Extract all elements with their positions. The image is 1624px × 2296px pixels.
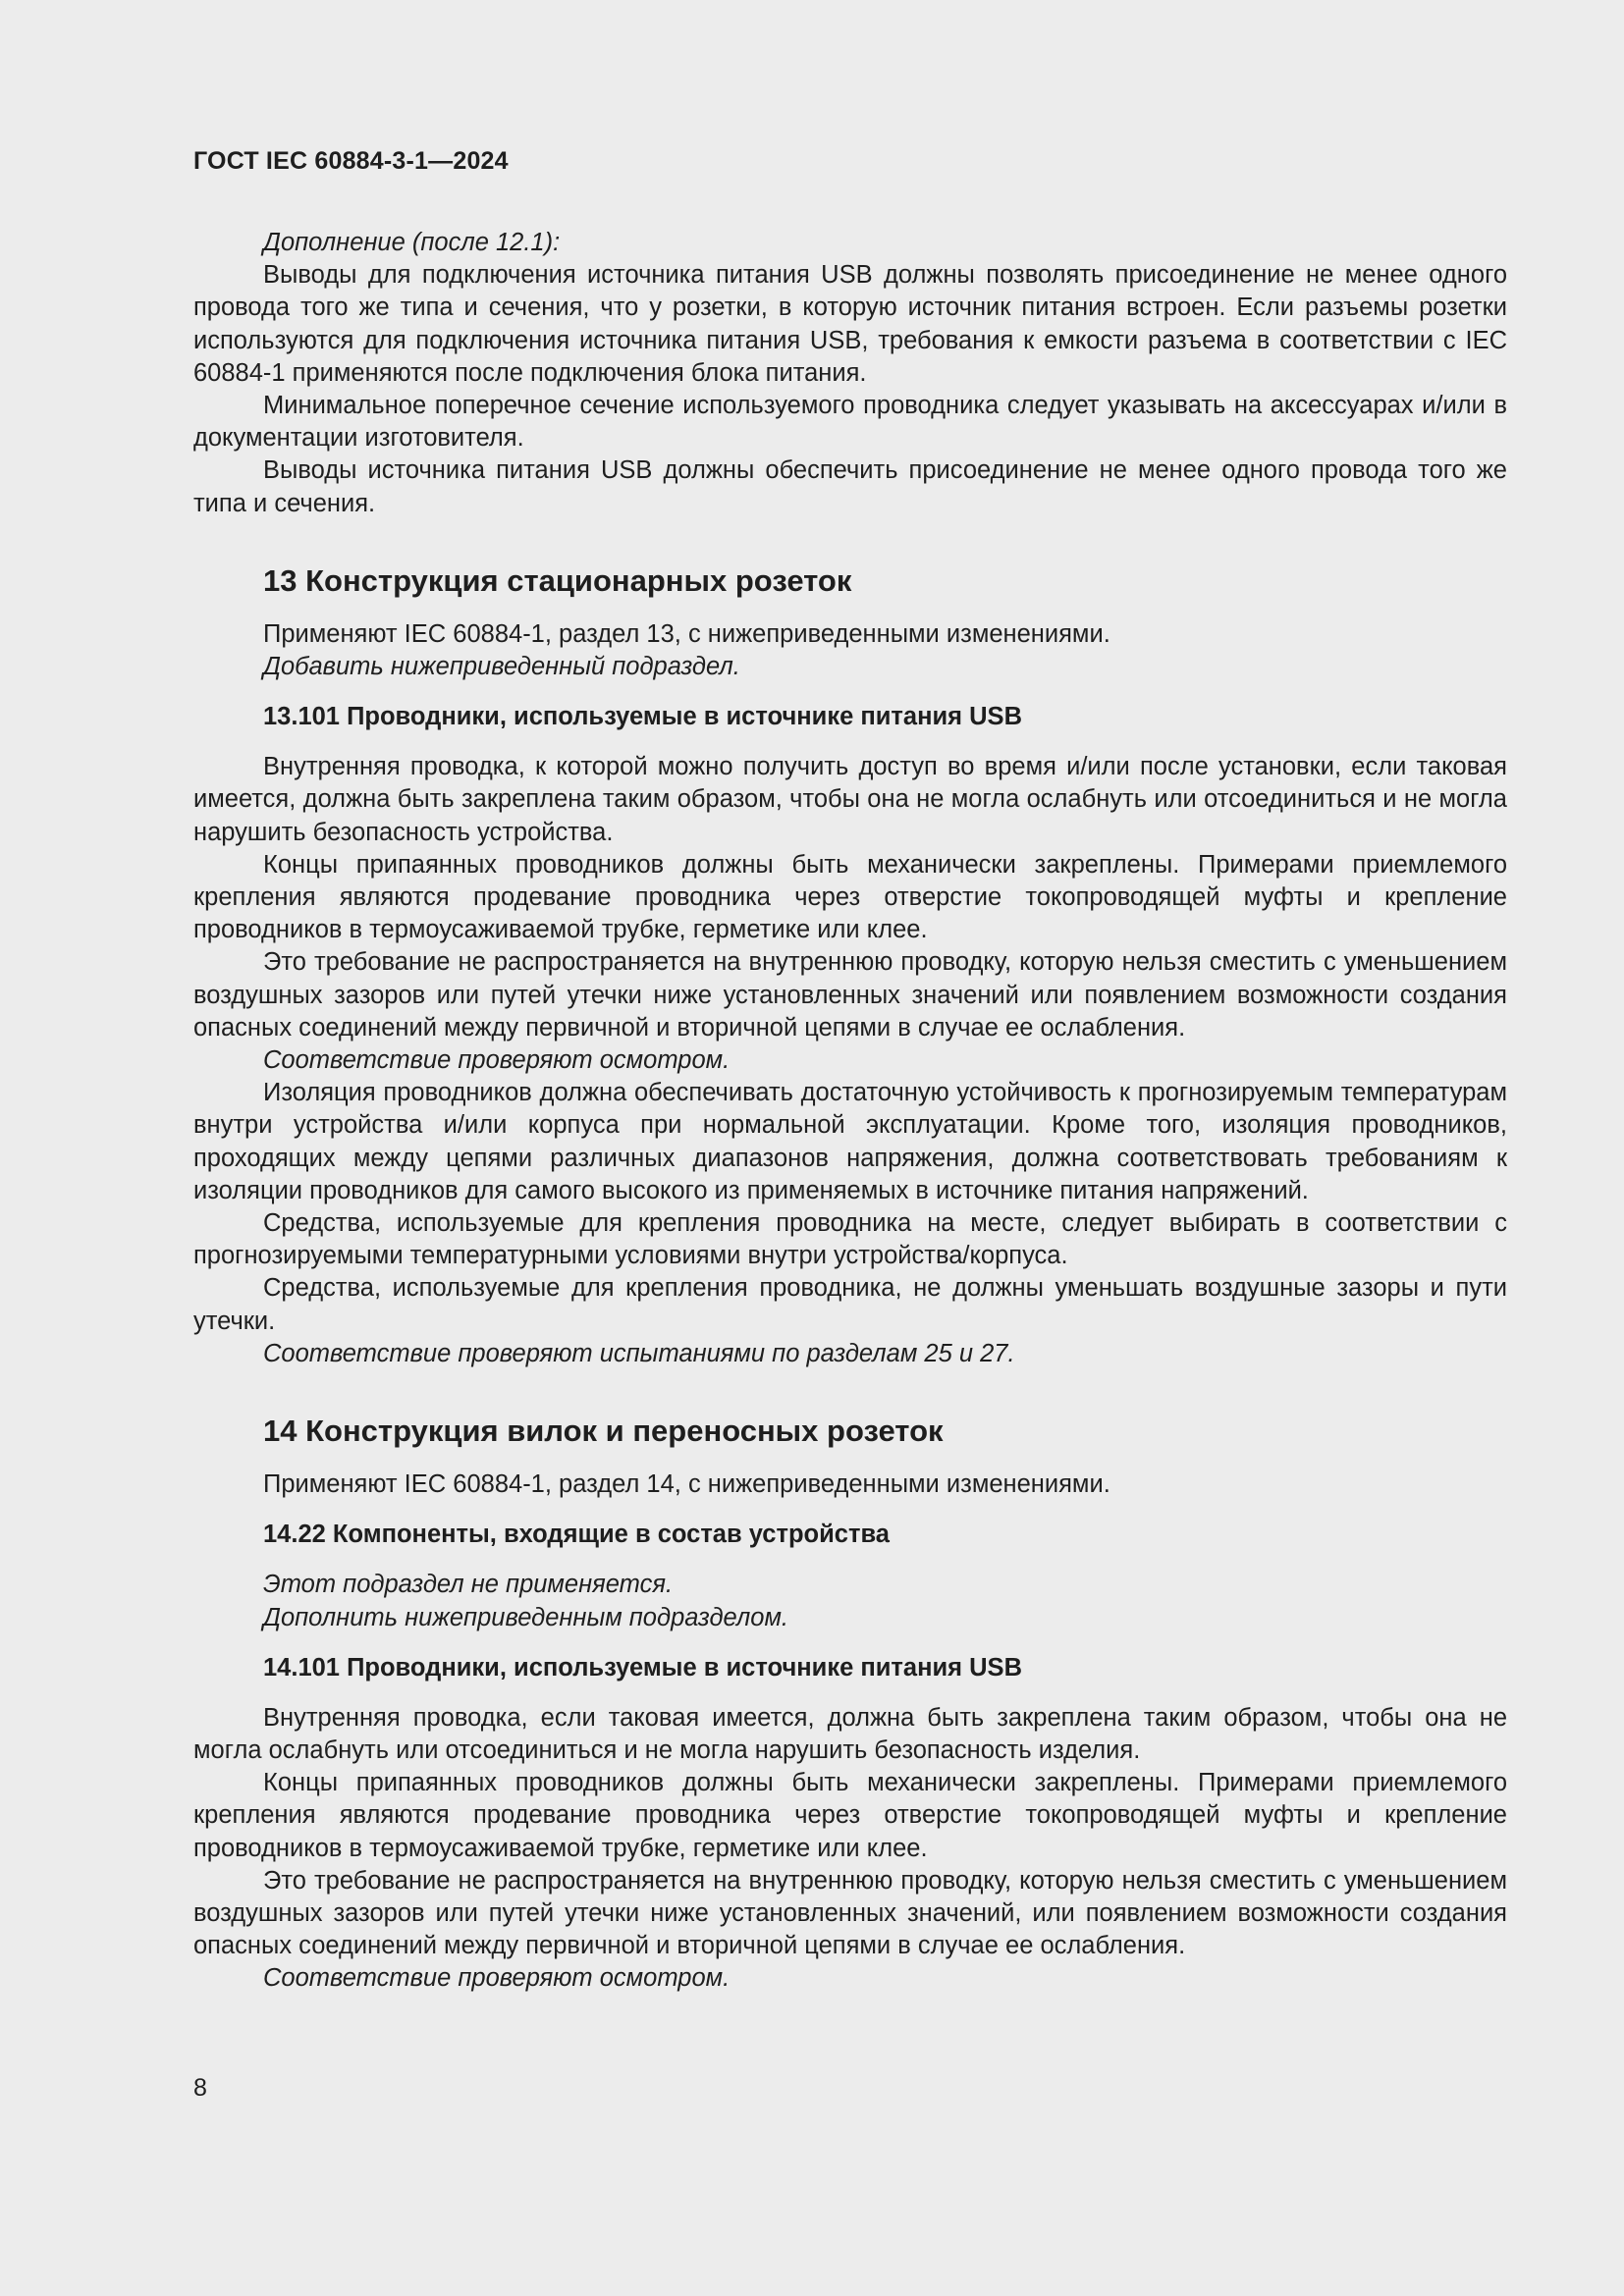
subsection-14-101-heading: 14.101 Проводники, используемые в источнике питания USB bbox=[263, 1653, 1022, 1682]
paragraph: Концы припаянных проводников должны быть механически закреплены. Примерами приемлемого крепления являются продевание проводника через отверстие токопроводящей муфты и крепление проводников в термоусаживаемой трубке, герметике или клее. bbox=[193, 1769, 1507, 1862]
subsection-13-101-heading: 13.101 Проводники, используемые в источнике питания USB bbox=[263, 703, 1022, 731]
subsection-14-22-heading: 14.22 Компоненты, входящие в состав устройства bbox=[263, 1521, 890, 1549]
paragraph: Изоляция проводников должна обеспечивать достаточную устойчивость к прогнозируемым температурам внутри устройства и/или корпуса при нормальной эксплуатации. Кроме того, изоляция проводников, проходящих между цепями различных диапазонов напряжения, должна соответствовать требованиям к изоляции проводников для самого высокого из применяемых в источнике питания напряжений. bbox=[193, 1079, 1507, 1204]
paragraph: Это требование не распространяется на внутреннюю проводку, которую нельзя сместить с уменьшением воздушных зазоров или путей утечки ниже установленных значений, или появлением возможности создания опасных соединений между первичной и вторичной цепями в случае ее ослабления. bbox=[193, 1866, 1507, 1960]
paragraph: Внутренняя проводка, если таковая имеется, должна быть закреплена таким образом, чтобы она не могла ослабнуть или отсоединиться и не могла нарушить безопасность изделия. bbox=[193, 1703, 1507, 1764]
amendment-note: Этот подраздел не применяется. bbox=[263, 1571, 674, 1599]
addition-label: Дополнение (после 12.1): bbox=[263, 229, 561, 256]
compliance-note: Соответствие проверяют испытаниями по разделам 25 и 27. bbox=[263, 1339, 1015, 1367]
paragraph: Внутренняя проводка, к которой можно получить доступ во время и/или после установки, если таковая имеется, должна быть закреплена таким образом, чтобы она не могла ослабнуть или отсоединиться и не могла нарушить безопасность устройства. bbox=[193, 753, 1507, 846]
page-number: 8 bbox=[193, 2074, 207, 2102]
compliance-note: Соответствие проверяют осмотром. bbox=[263, 1046, 731, 1075]
running-header: ГОСТ IEC 60884-3-1—2024 bbox=[193, 147, 509, 175]
paragraph: Выводы для подключения источника питания USB должны позволять присоединение не менее одного провода того же типа и сечения, что у розетки, в которую источник питания встроен. Если разъемы розетки используются для подключения источника питания USB, требования к емкости разъема в соответствии с IEC 60884-1 применяются после подключения блока питания. bbox=[193, 261, 1507, 387]
section-13-heading: 13 Конструкция стационарных розеток bbox=[263, 562, 852, 598]
section-14-heading: 14 Конструкция вилок и переносных розеток bbox=[263, 1414, 944, 1449]
paragraph: Минимальное поперечное сечение используемого проводника следует указывать на аксессуарах и/или в документации изготовителя. bbox=[193, 392, 1507, 453]
paragraph: Средства, используемые для крепления проводника, не должны уменьшать воздушные зазоры и пути утечки. bbox=[193, 1274, 1507, 1335]
apply-note: Применяют IEC 60884-1, раздел 13, с нижеприведенными изменениями. bbox=[263, 619, 1110, 648]
paragraph: Средства, используемые для крепления проводника на месте, следует выбирать в соответствии с прогнозируемыми температурными условиями внутри устройства/корпуса. bbox=[193, 1209, 1507, 1270]
document-body bbox=[193, 227, 1507, 1996]
compliance-note: Соответствие проверяют осмотром. bbox=[263, 1964, 731, 1993]
paragraph: Выводы источника питания USB должны обеспечить присоединение не менее одного провода того же типа и сечения. bbox=[193, 456, 1507, 517]
paragraph: Это требование не распространяется на внутреннюю проводку, которую нельзя сместить с уменьшением воздушных зазоров или путей утечки ниже установленных значений или появлением возможности создания опасных соединений между первичной и вторичной цепями в случае ее ослабления. bbox=[193, 948, 1507, 1041]
amendment-note: Дополнить нижеприведенным подразделом. bbox=[263, 1603, 789, 1631]
apply-note: Применяют IEC 60884-1, раздел 14, с нижеприведенными изменениями. bbox=[263, 1470, 1110, 1499]
amendment-note: Добавить нижеприведенный подраздел. bbox=[263, 653, 740, 681]
paragraph: Концы припаянных проводников должны быть механически закреплены. Примерами приемлемого крепления являются продевание проводника через отверстие токопроводящей муфты и крепление проводников в термоусаживаемой трубке, герметике или клее. bbox=[193, 850, 1507, 944]
